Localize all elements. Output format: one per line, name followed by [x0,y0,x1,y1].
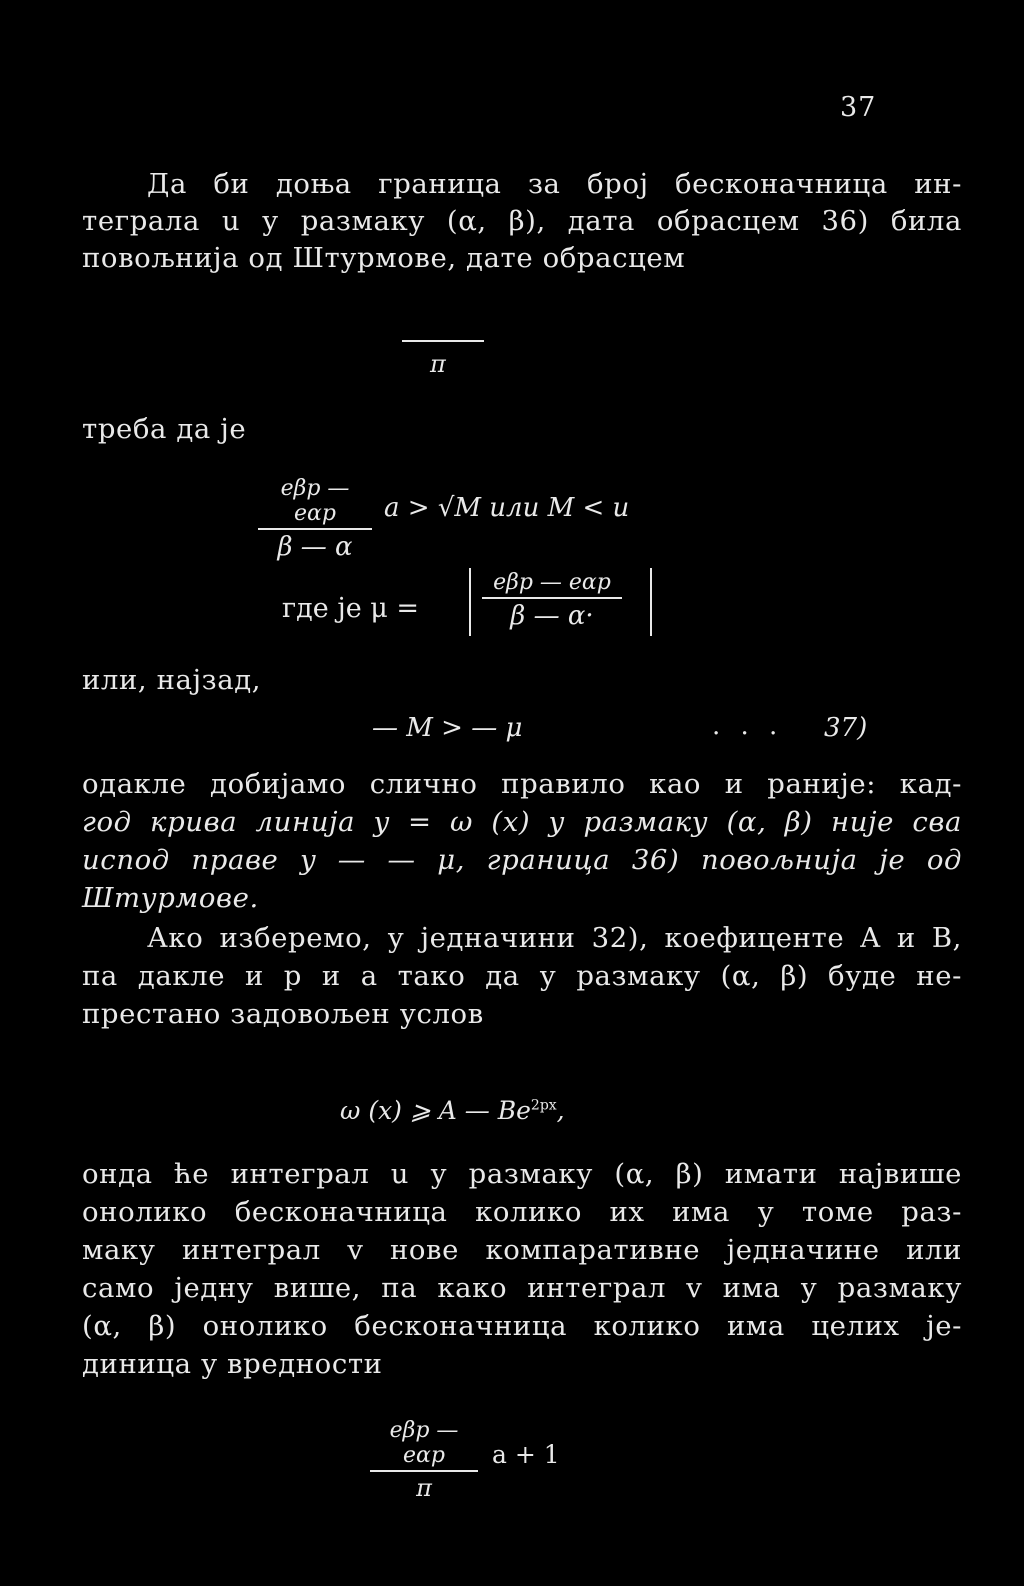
eq2-denominator: β — α· [510,601,594,631]
paragraph-4-line-6: диница у вредности [82,1348,383,1380]
paragraph-4-line-2: онолико бесконачница колико их има у томе раз- [82,1196,962,1228]
abs-bar-left [469,568,471,636]
eq4-superscript: 2px [530,1097,557,1114]
paragraph-3-line-3: престано задовољен услов [82,998,484,1030]
eq4-main: ω (x) ⩾ A — Be [340,1096,531,1125]
eq1-rest: a > √M или M < u [384,493,630,523]
eq5-denominator: π [416,1474,432,1502]
eq3-expression: — M > — μ [372,713,523,743]
eq3-label: 37) [824,713,868,743]
eq4-expression [340,1096,565,1125]
eq3-lead-text: или, најзад, [82,664,262,696]
eq2-fraction [482,570,622,631]
paragraph-1-line-2: теграла u у размаку (α, β), дата обрасцем 36) била [82,205,962,237]
abs-bar-right [650,568,652,636]
eq5-fraction-bar [370,1470,478,1472]
page-number: 37 [840,92,877,123]
eq2-numerator: eβp — eαp [493,570,611,595]
paragraph-1-line-3: повољнија од Штурмове, дате обрасцем [82,242,686,274]
paragraph-4-line-4: само једну више, па како интеграл v има у размаку [82,1272,962,1304]
paragraph-1-line-1: Да би доња граница за број бесконачница ин- [147,168,962,200]
eq2-where: где је μ = [282,593,420,624]
paragraph-3-line-2: па дакле и p и a тако да у размаку (α, β) буде не- [82,960,962,992]
eq1-fraction [258,476,372,562]
pi-symbol: π [430,350,446,378]
paragraph-2-line-2: год крива линија y = ω (x) у размаку (α, β) није сва [82,806,962,838]
eq5-numerator: eβp — eαp [389,1418,459,1468]
eq3-dots: . . . [712,711,784,741]
eq2-fraction-bar [482,597,622,599]
eq1-numerator: eβp — eαp [280,476,350,526]
eq5-rest: a + 1 [492,1440,560,1469]
paragraph-4-line-1: онда ће интеграл u у размаку (α, β) имати највише [82,1158,962,1190]
eq5-fraction [370,1418,478,1502]
paragraph-2-line-4: Штурмове. [82,882,259,914]
paragraph-2-line-1: одакле добијамо слично правило као и раније: кад- [82,768,962,800]
paragraph-4-line-3: маку интеграл v нове компаративне једначине или [82,1234,962,1266]
eq4-tail: , [556,1096,565,1125]
paragraph-2-line-3: испод праве y — — μ, граница 36) повољнија је од [82,844,962,876]
eq1-fraction-bar [258,528,372,530]
eq1-denominator: β — α [277,532,353,562]
paragraph-4-line-5: (α, β) онолико бесконачница колико има целих је- [82,1310,962,1342]
paragraph-3-line-1: Ако изберемо, у једначини 32), коефиценте A и B, [147,922,962,954]
overline [402,340,484,342]
eq1-lead-text: треба да је [82,413,247,445]
